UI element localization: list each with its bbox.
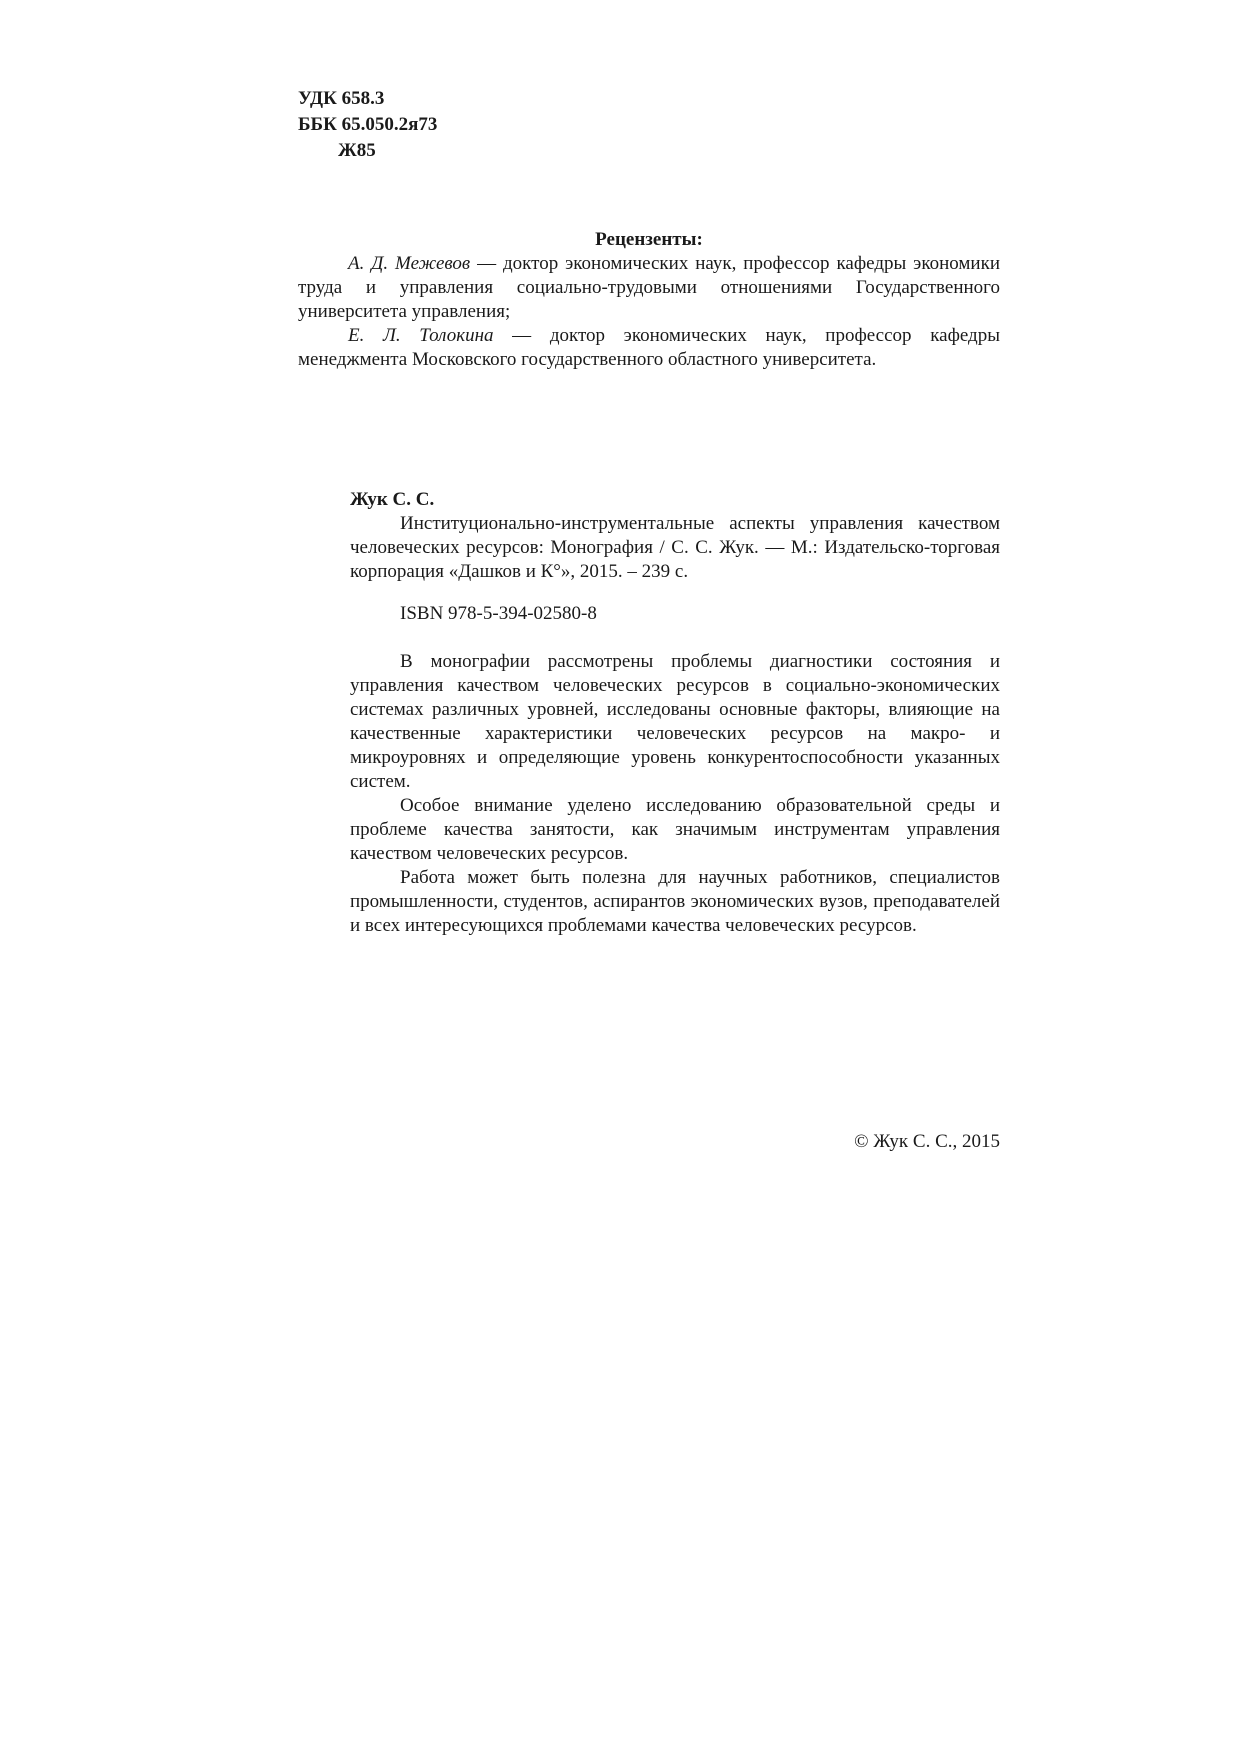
isbn: ISBN 978-5-394-02580-8 [400, 603, 597, 624]
annotation [350, 650, 1000, 938]
reviewer-description: — доктор экономических наук, профессор кафедры менеджмента Московского государственного областного университета. [298, 325, 1000, 370]
reviewer-name: А. Д. Межевов [348, 253, 471, 274]
copyright-notice: © Жук С. С., 2015 [854, 1131, 1000, 1152]
reviewer-entry [298, 252, 1000, 324]
reviewers-section [298, 228, 1000, 372]
reviewer-description: — доктор экономических наук, профессор кафедры экономики труда и управления социально-трудовыми отношениями Государственного университета управления; [298, 253, 1000, 322]
author-sign: Ж85 [338, 140, 376, 161]
reviewer-name: Е. Л. Толокина [348, 325, 494, 346]
udk-code: УДК 658.3 [298, 88, 385, 109]
annotation-paragraph: Работа может быть полезна для научных работников, специалистов промышленности, студентов, аспирантов экономических вузов, преподавателей и всех интересующихся проблемами качества человеческих ресурсов. [350, 867, 1000, 936]
annotation-paragraph: Особое внимание уделено исследованию образовательной среды и проблеме качества занятости, как значимым инструментам управления качеством человеческих ресурсов. [350, 795, 1000, 864]
reviewer-entry [298, 324, 1000, 372]
classification-codes [298, 86, 437, 164]
annotation-paragraph: В монографии рассмотрены проблемы диагностики состояния и управления качеством человеческих ресурсов в социально-экономических системах различных уровней, исследованы основные факторы, влияющие на качественные характеристики человеческих ресурсов на макро- и микроуровнях и определяющие уровень конкурентоспособности указанных систем. [350, 651, 1000, 792]
book-description: Институционально-инструментальные аспекты управления качеством человеческих ресурсов: Монография / С. С. Жук. — М.: Издательско-торговая корпорация «Дашков и К°», 2015. – 239 с. [350, 513, 1000, 582]
bbk-code: ББК 65.050.2я73 [298, 114, 438, 135]
bibliographic-record [350, 488, 1000, 938]
book-author: Жук С. С. [350, 489, 435, 510]
reviewers-heading: Рецензенты: [595, 229, 703, 250]
